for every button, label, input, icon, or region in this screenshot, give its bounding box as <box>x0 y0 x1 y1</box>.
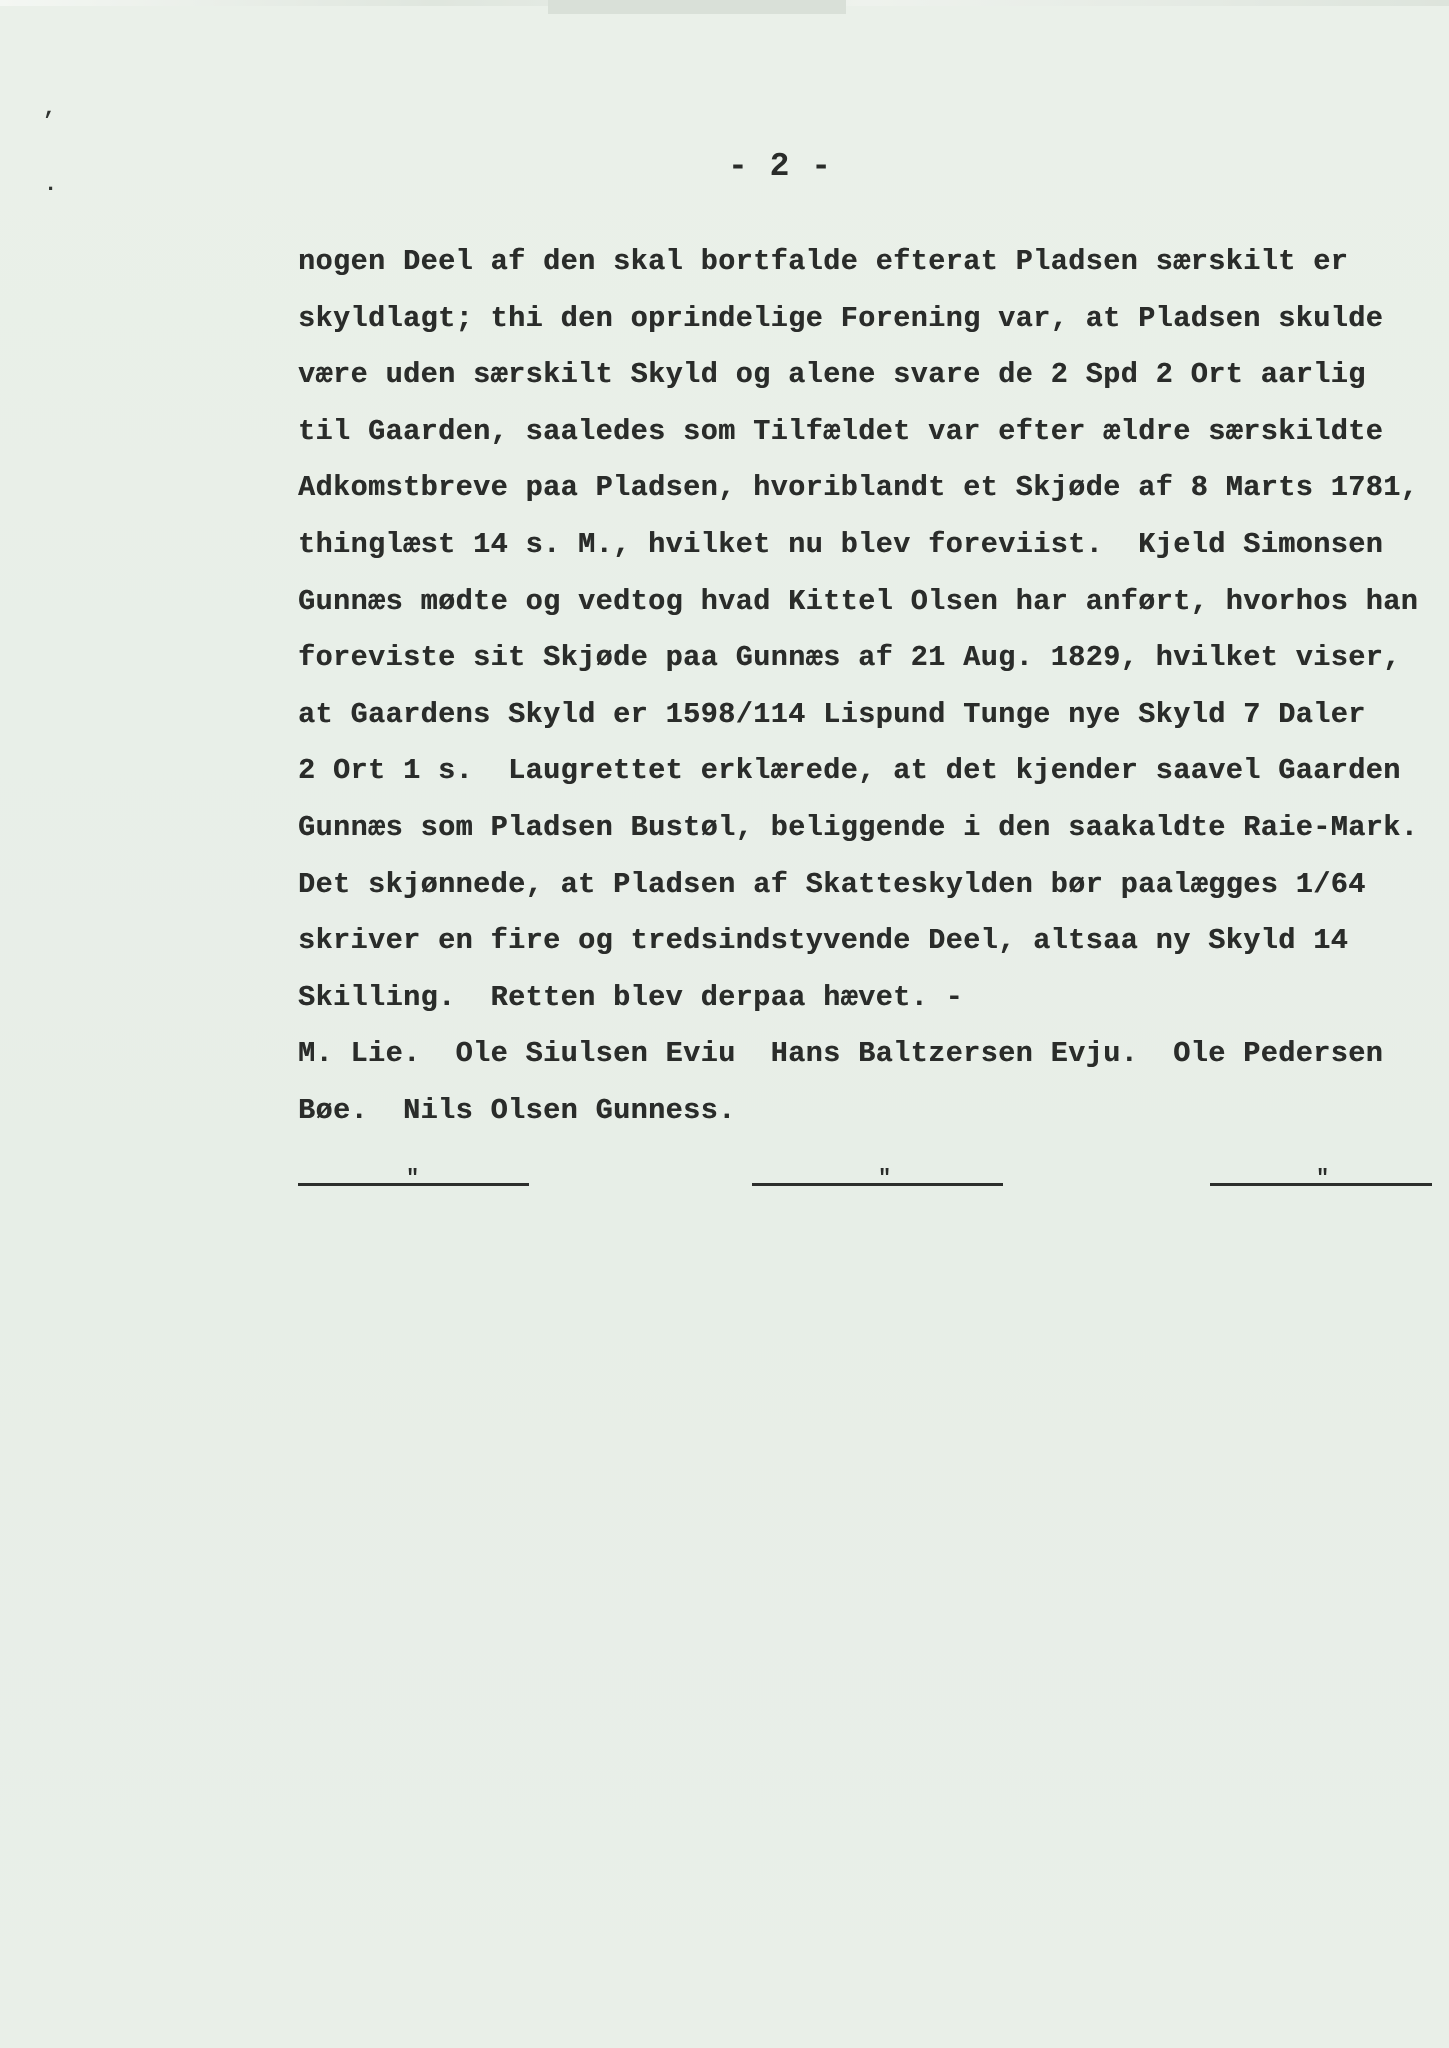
text-line: Gunnæs som Pladsen Bustøl, beliggende i den saakaldte Raie-Mark. <box>298 810 1419 844</box>
text-line: M. Lie. Ole Siulsen Eviu Hans Baltzersen Evju. Ole Pedersen <box>298 1037 1384 1071</box>
margin-mark: , <box>43 96 57 121</box>
page-number: - 2 - <box>727 148 833 185</box>
text-line: til Gaarden, saaledes som Tilfældet var efter ældre særskildte <box>298 414 1384 448</box>
ditto-mark: " <box>406 1166 420 1191</box>
text-line: skriver en fire og tredsindstyvende Deel, altsaa ny Skyld 14 <box>298 924 1349 958</box>
text-line: Adkomstbreve paa Pladsen, hvoriblandt et Skjøde af 8 Marts 1781, <box>298 471 1419 505</box>
margin-mark: . <box>44 172 58 197</box>
document-body <box>298 234 1438 1140</box>
text-line: skyldlagt; thi den oprindelige Forening var, at Pladsen skulde <box>298 301 1384 335</box>
text-line: at Gaardens Skyld er 1598/114 Lispund Tunge nye Skyld 7 Daler <box>298 697 1366 731</box>
text-line: være uden særskilt Skyld og alene svare de 2 Spd 2 Ort aarlig <box>298 358 1366 392</box>
ditto-mark: " <box>1316 1166 1330 1191</box>
text-line: Skilling. Retten blev derpaa hævet. - <box>298 980 964 1014</box>
text-line: nogen Deel af den skal bortfalde efterat Pladsen særskilt er <box>298 245 1349 278</box>
text-line: Det skjønnede, at Pladsen af Skatteskylden bør paalægges 1/64 <box>298 867 1366 901</box>
text-line: Bøe. Nils Olsen Gunness. <box>298 1093 736 1127</box>
page-top-tab <box>548 0 846 14</box>
ditto-mark: " <box>878 1166 892 1191</box>
text-line: foreviste sit Skjøde paa Gunnæs af 21 Aug. 1829, hvilket viser, <box>298 641 1401 675</box>
text-line: 2 Ort 1 s. Laugrettet erklærede, at det kjender saavel Gaarden <box>298 754 1401 788</box>
text-line: thinglæst 14 s. M., hvilket nu blev foreviist. Kjeld Simonsen <box>298 527 1384 561</box>
text-line: Gunnæs mødte og vedtog hvad Kittel Olsen har anført, hvorhos han <box>298 584 1419 618</box>
